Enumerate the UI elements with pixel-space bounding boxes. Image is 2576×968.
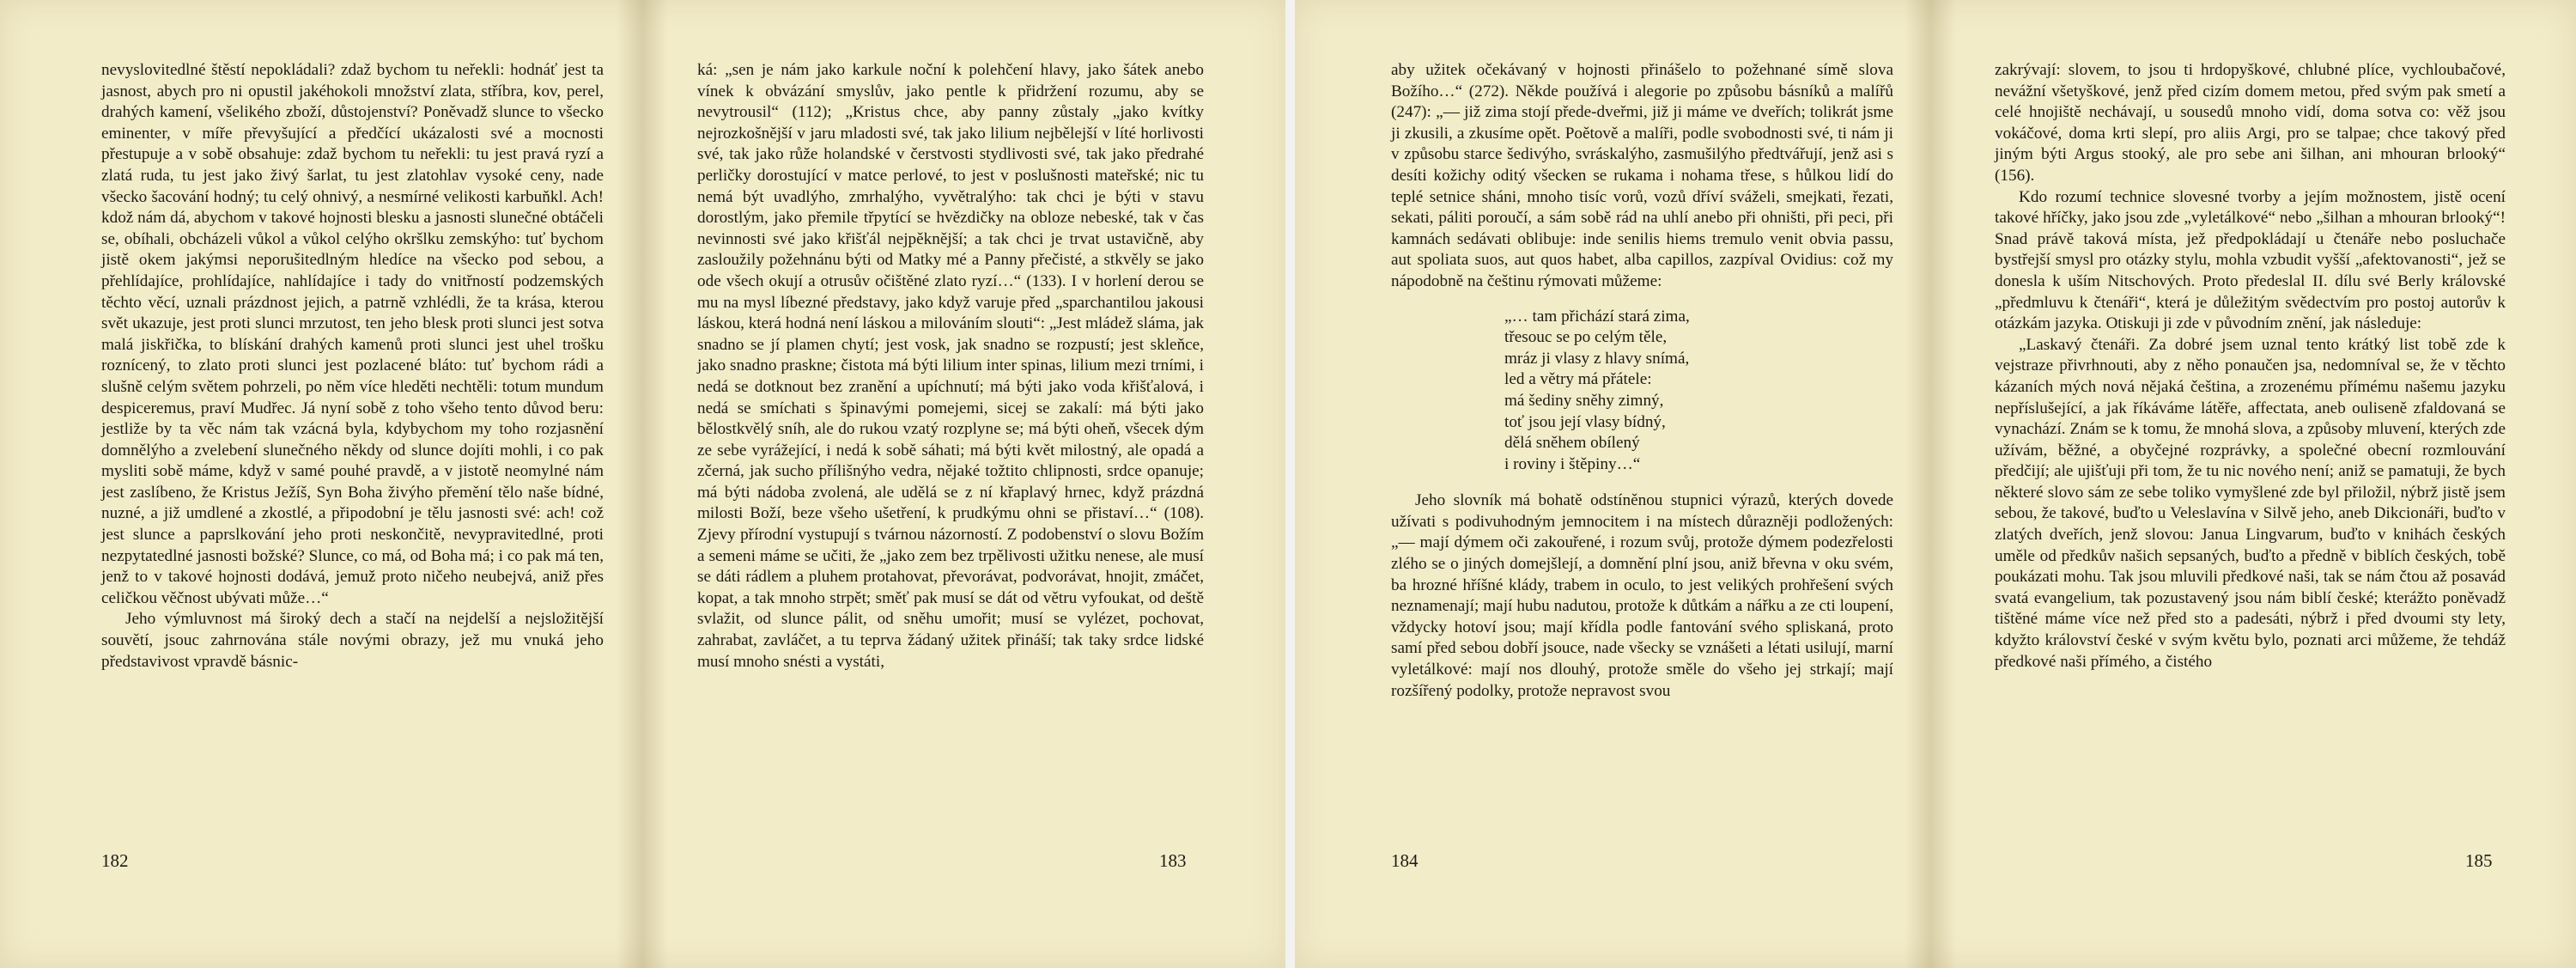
page-number: 185: [2465, 850, 2493, 871]
verse-line: dělá sněhem obílený: [1504, 434, 1640, 453]
paragraph: „Laskavý čtenáři. Za dobré jsem uznal tento krátký list tobě zde k vejstraze přivrhnouti, aby z něho ponaučen jsa, nedomníval se, že v těchto kázaních mých nová nějaká čeština, a zrozenému přímému našemu jazyku nepříslušející, a jak říkáváme látěře, affectata, aneb ouliseně zfaldovaná se vynachází. Znám se k tomu, že mnohá slova, a způsoby mluvení, kterých zde užívám, běžné, a obyčejné rozprávky, a společné obecní rozmlouvání předčijí; ale ujišťuji při tom, že tu nic nového není; aniž se pamatuji, že bych některé slovo sám ze sebe toliko vymyšlené zde byl přiložil, nýbrž jistě jsem sebou, že takové, buďto u Veleslavína v Silvě jeho, aneb Dikcionáři, buďto v zlatých dveřích, jenž slovou: Janua Lingvarum, buďto v knihách českých uměle od předkův našich sepsaných, buďto a předně v biblích českých, tobě poukázati mohu. Tak jsou mluvili předkové naši, tak se nám čtou až posavád svatá evangelium, tak pozustavený jsou nám biblí české; kterážto poněvadž tištěné máme více než před sto a padesáti, nýbrž i před dvoumi sty lety, kdyžto království české v svým květu bylo, poznati arci můžeme, že tehdáž předkové naši přímého, a čistého: [1995, 335, 2506, 671]
page-text: [101, 60, 604, 673]
verse-line: mráz ji vlasy z hlavy snímá,: [1504, 349, 1690, 368]
verse-line: i roviny i štěpiny…“: [1504, 454, 1641, 473]
book-spread-right: [1295, 0, 2576, 968]
page-number: 182: [101, 850, 129, 871]
book-spread-left: [0, 0, 1285, 968]
page-text: [697, 60, 1204, 673]
page-182: [0, 0, 635, 968]
verse-line: třesouc se po celým těle,: [1504, 328, 1668, 347]
verse-line: „… tam přichází stará zima,: [1504, 307, 1690, 326]
verse-line: má šediny sněhy zimný,: [1504, 391, 1664, 410]
paragraph: Jeho slovník má bohatě odstíněnou stupnici výrazů, kterých dovede užívati s podivuhodným jemnocitem i na místech důrazněji podložených: „— mají dýmem oči zakouřené, i rozum svůj, protože dýmem podezřelosti zlého se o jiných domejšlejí, a domnění plní jsou, aniž břevna v oku svém, ba hrozné hříšné klády, trabem in oculo, to jest velikých prohřešení svých neznamenají; mají hubu nadutou, protože k důtkám a nářku a ze cti loupení, vždycky hotoví jsou; mají křídla podle fantování svého spliskaná, proto samí před sebou dobří jsouce, nade všecky se vznášeti a létati usilují, marní vyletálkové: mají nos dlouhý, protože směle do všeho jej strkají; mají rozšířený podolky, protože nepravost svou: [1391, 491, 1893, 700]
page-number: 184: [1391, 850, 1419, 871]
paragraph: ká: „sen je nám jako karkule noční k polehčení hlavy, jako šátek anebo vínek k obvázání smyslův, jako pentle k přidržení rozumu, aby se nevytrousil“ (112); „Kristus chce, aby panny zůstaly „jako kvítky nejrozkošnější v jaru mladosti své, tak jako lilium nejbělejší v líté horlivosti své, tak jako růže holandské v čerstvosti stydlivosti své, tak jako předrahé perličky dorostující v matce perlové, to jest v poslušnosti mateřské; nic tu nemá být uvadlýho, zmrhalýho, vyvětralýho: tak chci je býti v stavu dorostlým, jako přemile třpytící se hvězdičky na obloze nebeské, tak v čas nevinnosti své jako křišťál nejpěknější; a tak chci je trvat ustavičně, aby zasloužily požehnánu býti od Matky mé a Panny přečisté, a stkvěly se jako ode všech okují a otrusův očištěné zlato ryzí…“ (133). I v horlení derou se mu na mysl líbezné představy, jako když varuje před „sparchantilou jakousi láskou, která hodná není láskou a milováním slouti“: „Jest mládež sláma, jak snadno se jí plamen chytí; jest vosk, jak snadno se rozpustí; jest skleňce, jako snadno praskne; čistota má býti lilium inter spinas, lilium mezi trními, i nedá se dotknout bez zranění a upíchnutí; má býti jako voda křišťalová, i nedá se smíchati s špinavými pomejemi, sicej se zakalí: má býti jako bělostkvělý sníh, ale do rukou vzatý rozplyne se; má býti oheň, všecek dým ze sebe vyrážející, i nedá k sobě sáhati; má býti květ milostný, ale opadá a zčerná, jak sucho přílišnýho vedra, nějaké tožtito chlipnosti, srdce opanuje; má býti nádoba zvolená, ale udělá se z ní křaplavý hrnec, když prázdná milosti Boží, beze všeho ušetření, k prudkýmu ohni se přistaví…“ (108). Zjevy přírodní vystupují s tvárnou názorností. Z podobenství o slovu Božím a semeni máme se učiti, že „jako zem bez trpělivosti užitku nenese, ale musí se dáti rádlem a pluhem protahovat, převorávat, podvorávat, hnojit, zmáčet, kopat, a tak mnoho strpět; směť pak musí se dát od větru vyfoukat, od deště svlažit, od slunce pálit, od sněhu umořit; musí se vylézet, pochovat, zahrabat, zavláčet, a tu teprva žádaný užitek přináší; tak taky srdce lidské musí mnoho snésti a vystáti,: [697, 61, 1204, 671]
poem-verse: [1504, 307, 1893, 476]
paragraph: zakrývají: slovem, to jsou ti hrdopyškové, chlubné plíce, vychloubačové, nevážní všetyškové, jenž před cizím domem metou, před svým pak smetí a celé hnojiště nechávají, u sousedů mnoho vidí, doma sotva co: věž jsou vokáčové, doma krti slepí, pro aliis Argi, pro se talpae; chce takový před jiným býti Argus stooký, ale pro sebe ani šilhan, ani mhouran brlooký“ (156).: [1995, 61, 2506, 185]
page-text: [1995, 60, 2506, 673]
page-183: [635, 0, 1285, 968]
paragraph: aby užitek očekávaný v hojnosti přinášelo to požehnané símě slova Božího…“ (272). Někde používá i alegorie po způsobu básníků a malířů (247): „— již zima stojí přede-dveřmi, již ji máme ve dveřích; tolikrát jsme ji zkusili, a zkusíme opět. Poětově a malíři, podle svobodnosti své, ti nám ji v způsobu starce šedivýho, svráskalýho, zasmušilýho předtvářují, jenž asi s desíti kožichy oditý všecken se rukama i nohama třese, s hůlkou lidí do teplé setnice sháni, mnoho tisíc vorů, vozů dříví sváželi, smejkati, řezati, sekati, páliti poroučí, a sám sobě rád na uhlí anebo při ohništi, při peci, při kamnách sedávati oblibuje: inde senilis hiems tremulo venit obvia passu, aut spoliata suos, aut quos habet, alba capillos, zazpíval Ovidius: což my nápodobně na češtinu rýmovati můžeme:: [1391, 61, 1893, 290]
verse-line: toť jsou její vlasy bídný,: [1504, 412, 1666, 431]
page-text: [1391, 60, 1893, 702]
page-number: 183: [1159, 850, 1187, 871]
paragraph: Jeho výmluvnost má široký dech a stačí na nejdelší a nejsložitější souvětí, jsouc zahrnována stále novými obrazy, jež mu vnuká jeho představivost vpravdě básnic-: [101, 610, 604, 671]
paragraph: Kdo rozumí technice slovesné tvorby a jejím možnostem, jistě ocení takové hříčky, jako jsou zde „vyletálkové“ nebo „šilhan a mhouran brlooký“! Snad právě taková místa, jež předpokládají u čtenáře nebo posluchače bystřejší smysl pro otázky stylu, mohla vzbudit vyšší „afektovanosti“, jež se donesla k uším Nitschových. Proto předeslal II. dílu své Berly královské „předmluvu k čtenáři“, která je důležitým svědectvím pro postoj autorův k otázkám jazyka. Otiskuji ji zde v původním znění, jak následuje:: [1995, 187, 2506, 333]
page-184: [1295, 0, 1926, 968]
paragraph: nevyslovitedlné štěstí nepokládali? zdaž bychom tu neřekli: hodnáť jest ta jasnost, abych pro ni opustil jakéhokoli množství zlata, stříbra, kov, perel, drahých kamení, všelikého zboží, důstojenství? Poněvadž slunce to všecko eminenter, v míře převyšující a předčící ukázalosti své a mocnosti přestupuje a v sobě obsahuje: zdaž bychom tu neřekli: tu jest pravá ryzí a zlatá ruda, tu jest jako živý šarlat, tu jest zlatohlav vysoké ceny, nade všecko šacování hodný; tu celý ohnivý, a nesmírné velikosti karbuňkl. Ach! kdož nám dá, abychom v takové hojnosti blesku a jasnosti slunečné obtáčeli se, obíhali, obcházeli vůkol a vůkol celýho okršlku zemskýho: tuť bychom jistě okem jakýmsi neporušitedlným hledíce na všecko pod sebou, a přehlídajíce, prohlídajíce, nahlídajíce i tady do vnitřností podzemských těchto věcí, uznali prázdnost jejich, a patrně vzhlédli, že ta krása, kterou svět ukazuje, jest proti slunci mrzutost, ten jeho blesk proti slunci jest sotva malá jiskřička, to blískání drahých kamenů proti slunci jest uhel trošku roznícený, to zlato proti slunci jest pozlacené bláto: tuť bychom rádi a slušně celým světem pohrzeli, po něm více hleděti nechtěli: totum mundum despiceremus, praví Mudřec. Já nyní sobě z toho všeho tento důvod beru: jestliže by ta věc nám tak vzácná byla, kdybychom my toho rozjasnění domnělýho a zvelebení slunečného někdy od slunce dojíti mohli, i co pak mysliti sobě máme, když v samé pouhé pravdě, a v jistotě neomylné nám jest zaslíbeno, že Kristus Ježíš, Syn Boha živýho přemění tělo naše bídné, nuzné, a již umdlené a zkostlé, a připodobní je tělu jasnosti své: ach! což jest slunce a paprslkování jeho proti neskončitě, nevypravitedlné, proti nezpytatedlné jasnosti božské? Slunce, co má, od Boha má; i co pak má ten, jenž to v takové hojnosti dodává, jemuž proto ničeho neubejvá, aniž přes celičkou věčnost ubývati může…“: [101, 61, 604, 607]
verse-line: led a větry má přátele:: [1504, 370, 1652, 389]
page-185: [1926, 0, 2576, 968]
